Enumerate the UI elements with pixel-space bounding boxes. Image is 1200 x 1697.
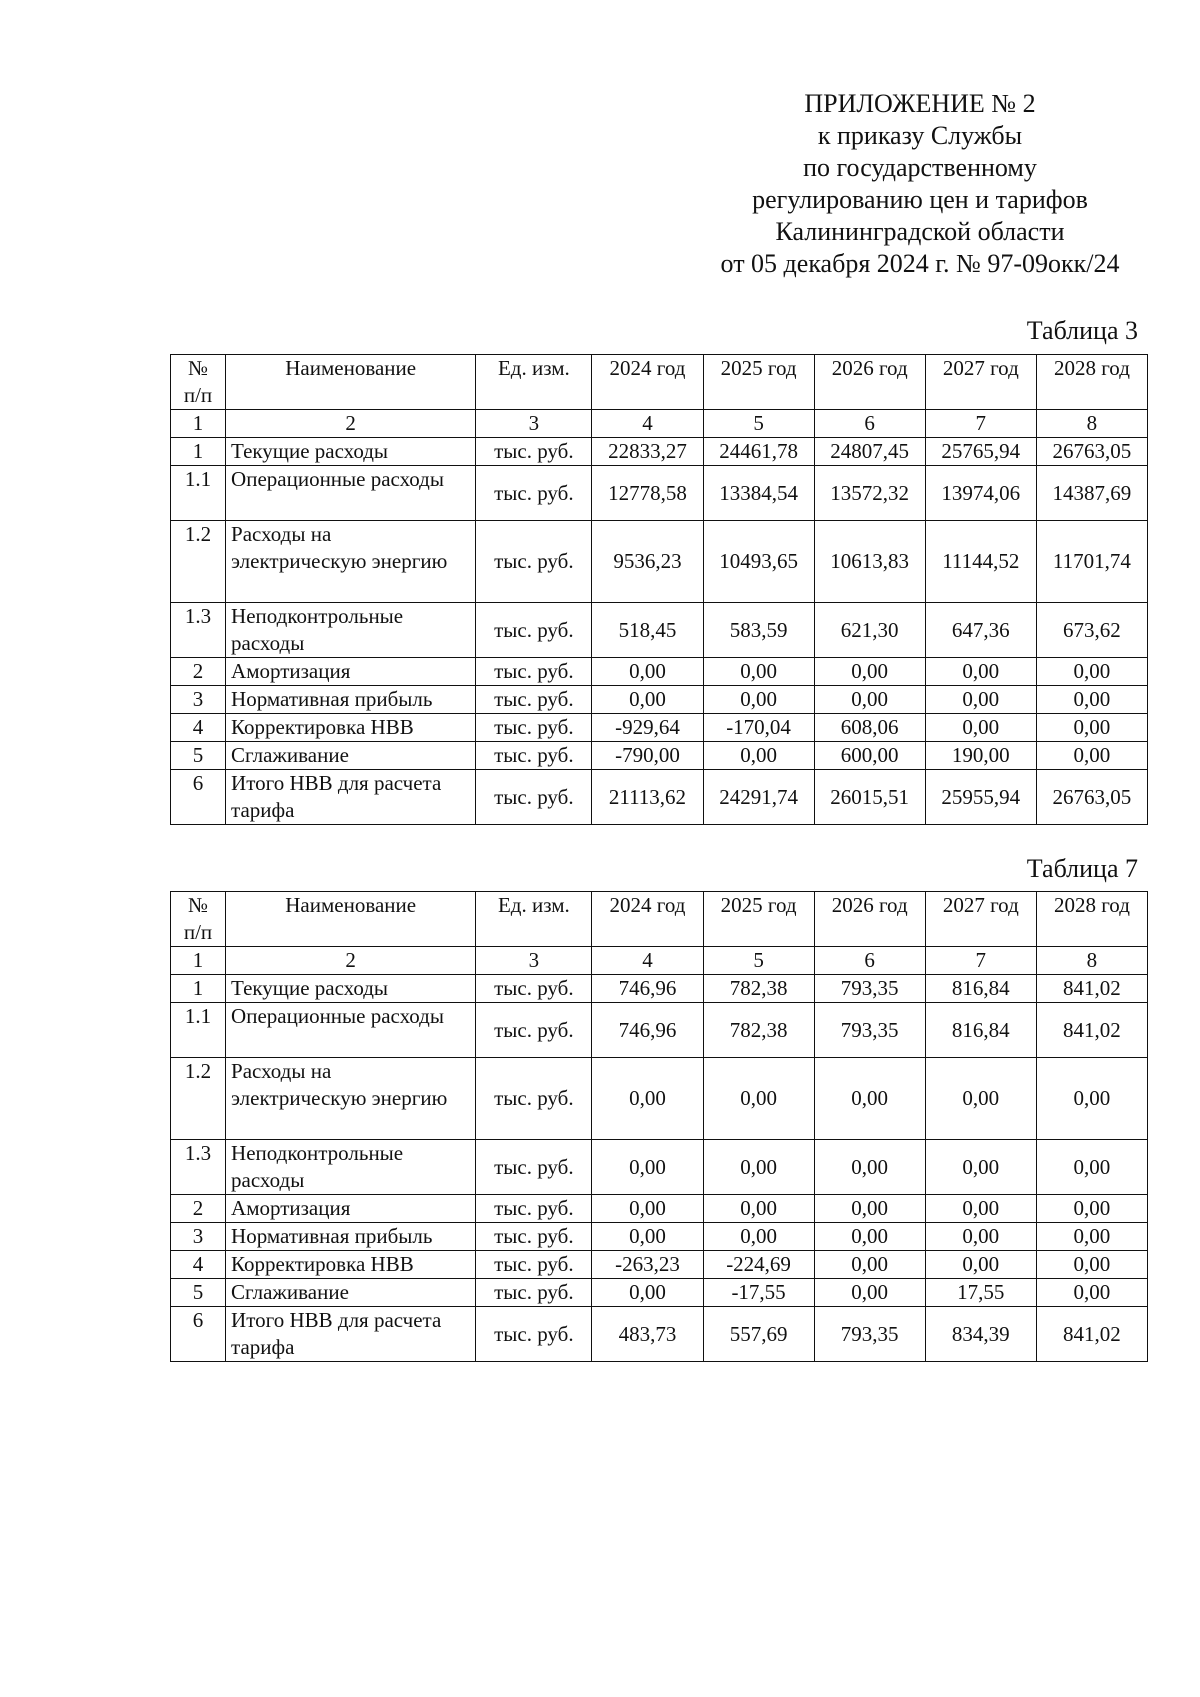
row-value: 621,30 bbox=[814, 603, 925, 658]
row-value: 14387,69 bbox=[1036, 466, 1147, 521]
row-value: 557,69 bbox=[703, 1307, 814, 1362]
column-header: 2026 год bbox=[814, 355, 925, 410]
row-value: 782,38 bbox=[703, 975, 814, 1003]
row-unit: тыс. руб. bbox=[476, 1140, 592, 1195]
row-number: 1.2 bbox=[171, 1058, 226, 1140]
row-value: 13572,32 bbox=[814, 466, 925, 521]
row-name: Сглаживание bbox=[226, 1279, 476, 1307]
row-value: -790,00 bbox=[592, 742, 703, 770]
column-header: Ед. изм. bbox=[476, 355, 592, 410]
column-index-cell: 4 bbox=[592, 947, 703, 975]
row-value: 0,00 bbox=[1036, 1223, 1147, 1251]
row-value: 0,00 bbox=[814, 1251, 925, 1279]
row-value: 21113,62 bbox=[592, 770, 703, 825]
table-row bbox=[171, 975, 1148, 1003]
row-value: 673,62 bbox=[1036, 603, 1147, 658]
row-unit: тыс. руб. bbox=[476, 603, 592, 658]
row-number: 6 bbox=[171, 770, 226, 825]
row-value: 22833,27 bbox=[592, 438, 703, 466]
column-index-cell: 7 bbox=[925, 410, 1036, 438]
row-value: 0,00 bbox=[925, 658, 1036, 686]
row-name: Операционные расходы bbox=[226, 1003, 476, 1058]
row-value: 26763,05 bbox=[1036, 770, 1147, 825]
column-index-cell: 1 bbox=[171, 947, 226, 975]
row-value: 0,00 bbox=[703, 1223, 814, 1251]
document-header bbox=[700, 88, 1140, 280]
row-unit: тыс. руб. bbox=[476, 521, 592, 603]
row-name: Текущие расходы bbox=[226, 975, 476, 1003]
row-unit: тыс. руб. bbox=[476, 742, 592, 770]
row-value: 9536,23 bbox=[592, 521, 703, 603]
table-row bbox=[171, 1195, 1148, 1223]
row-name: Сглаживание bbox=[226, 742, 476, 770]
column-header: № п/п bbox=[171, 892, 226, 947]
row-value: 24461,78 bbox=[703, 438, 814, 466]
table-row bbox=[171, 686, 1148, 714]
row-value: 25765,94 bbox=[925, 438, 1036, 466]
column-header: 2026 год bbox=[814, 892, 925, 947]
row-value: 841,02 bbox=[1036, 1307, 1147, 1362]
row-number: 4 bbox=[171, 1251, 226, 1279]
row-name: Амортизация bbox=[226, 1195, 476, 1223]
table-row bbox=[171, 1307, 1148, 1362]
table-row bbox=[171, 466, 1148, 521]
row-value: 0,00 bbox=[592, 1140, 703, 1195]
table-header-row bbox=[171, 892, 1148, 947]
row-name: Операционные расходы bbox=[226, 466, 476, 521]
row-name: Корректировка НВВ bbox=[226, 714, 476, 742]
row-value: 0,00 bbox=[703, 686, 814, 714]
row-name: Итого НВВ для расчета тарифа bbox=[226, 770, 476, 825]
row-value: 834,39 bbox=[925, 1307, 1036, 1362]
row-value: 793,35 bbox=[814, 975, 925, 1003]
row-unit: тыс. руб. bbox=[476, 714, 592, 742]
row-unit: тыс. руб. bbox=[476, 1195, 592, 1223]
column-header: 2027 год bbox=[925, 892, 1036, 947]
row-value: -929,64 bbox=[592, 714, 703, 742]
row-value: 0,00 bbox=[925, 1195, 1036, 1223]
row-number: 4 bbox=[171, 714, 226, 742]
row-value: 647,36 bbox=[925, 603, 1036, 658]
row-name: Амортизация bbox=[226, 658, 476, 686]
row-name: Неподконтрольные расходы bbox=[226, 1140, 476, 1195]
column-header: 2024 год bbox=[592, 892, 703, 947]
row-value: 0,00 bbox=[925, 714, 1036, 742]
row-value: 24291,74 bbox=[703, 770, 814, 825]
table-row bbox=[171, 1223, 1148, 1251]
header-line: к приказу Службы bbox=[817, 121, 1023, 150]
row-number: 1.3 bbox=[171, 1140, 226, 1195]
row-value: 0,00 bbox=[703, 742, 814, 770]
column-index-cell: 1 bbox=[171, 410, 226, 438]
row-unit: тыс. руб. bbox=[476, 770, 592, 825]
column-index-cell: 8 bbox=[1036, 947, 1147, 975]
row-value: 793,35 bbox=[814, 1003, 925, 1058]
table-header-row bbox=[171, 355, 1148, 410]
row-value: -170,04 bbox=[703, 714, 814, 742]
row-name: Нормативная прибыль bbox=[226, 686, 476, 714]
column-index-row bbox=[171, 410, 1148, 438]
row-number: 1.1 bbox=[171, 466, 226, 521]
row-value: 608,06 bbox=[814, 714, 925, 742]
row-value: -224,69 bbox=[703, 1251, 814, 1279]
row-value: 11701,74 bbox=[1036, 521, 1147, 603]
row-unit: тыс. руб. bbox=[476, 438, 592, 466]
row-value: 600,00 bbox=[814, 742, 925, 770]
row-name: Итого НВВ для расчета тарифа bbox=[226, 1307, 476, 1362]
column-index-cell: 6 bbox=[814, 410, 925, 438]
row-value: 0,00 bbox=[925, 1223, 1036, 1251]
row-value: 0,00 bbox=[814, 658, 925, 686]
table-row bbox=[171, 1058, 1148, 1140]
row-value: 0,00 bbox=[814, 1058, 925, 1140]
row-value: 793,35 bbox=[814, 1307, 925, 1362]
column-header: 2025 год bbox=[703, 892, 814, 947]
row-value: 816,84 bbox=[925, 975, 1036, 1003]
row-number: 5 bbox=[171, 742, 226, 770]
table-row bbox=[171, 658, 1148, 686]
table-row bbox=[171, 1140, 1148, 1195]
row-value: 0,00 bbox=[925, 1251, 1036, 1279]
table-3-caption: Таблица 3 bbox=[1026, 316, 1138, 345]
row-value: 841,02 bbox=[1036, 1003, 1147, 1058]
column-index-cell: 2 bbox=[226, 947, 476, 975]
row-unit: тыс. руб. bbox=[476, 686, 592, 714]
row-value: 0,00 bbox=[1036, 714, 1147, 742]
row-value: 0,00 bbox=[925, 1058, 1036, 1140]
column-header: № п/п bbox=[171, 355, 226, 410]
row-value: 26763,05 bbox=[1036, 438, 1147, 466]
row-value: 746,96 bbox=[592, 1003, 703, 1058]
column-header: Ед. изм. bbox=[476, 892, 592, 947]
row-value: 0,00 bbox=[703, 1195, 814, 1223]
column-header: 2028 год bbox=[1036, 355, 1147, 410]
row-value: 0,00 bbox=[592, 658, 703, 686]
table-row bbox=[171, 1003, 1148, 1058]
row-value: 0,00 bbox=[814, 1140, 925, 1195]
table-row bbox=[171, 603, 1148, 658]
row-value: 11144,52 bbox=[925, 521, 1036, 603]
row-name: Нормативная прибыль bbox=[226, 1223, 476, 1251]
header-line: регулированию цен и тарифов bbox=[752, 185, 1088, 214]
row-number: 3 bbox=[171, 1223, 226, 1251]
column-index-cell: 3 bbox=[476, 410, 592, 438]
row-name: Неподконтрольные расходы bbox=[226, 603, 476, 658]
row-unit: тыс. руб. bbox=[476, 1003, 592, 1058]
row-unit: тыс. руб. bbox=[476, 975, 592, 1003]
row-value: 13974,06 bbox=[925, 466, 1036, 521]
row-value: 0,00 bbox=[1036, 1140, 1147, 1195]
row-value: 0,00 bbox=[1036, 1279, 1147, 1307]
header-line: по государственному bbox=[803, 153, 1037, 182]
row-value: 0,00 bbox=[703, 1140, 814, 1195]
table-row bbox=[171, 438, 1148, 466]
row-value: 0,00 bbox=[1036, 742, 1147, 770]
row-value: 26015,51 bbox=[814, 770, 925, 825]
column-index-cell: 5 bbox=[703, 410, 814, 438]
row-value: 0,00 bbox=[1036, 1251, 1147, 1279]
row-number: 3 bbox=[171, 686, 226, 714]
row-unit: тыс. руб. bbox=[476, 1307, 592, 1362]
row-value: 190,00 bbox=[925, 742, 1036, 770]
column-index-cell: 3 bbox=[476, 947, 592, 975]
row-number: 1 bbox=[171, 438, 226, 466]
row-value: 583,59 bbox=[703, 603, 814, 658]
row-value: 746,96 bbox=[592, 975, 703, 1003]
row-value: 0,00 bbox=[592, 1279, 703, 1307]
row-value: 841,02 bbox=[1036, 975, 1147, 1003]
row-unit: тыс. руб. bbox=[476, 1279, 592, 1307]
row-value: 17,55 bbox=[925, 1279, 1036, 1307]
row-value: 0,00 bbox=[814, 1223, 925, 1251]
table-row bbox=[171, 742, 1148, 770]
row-unit: тыс. руб. bbox=[476, 1223, 592, 1251]
row-value: 0,00 bbox=[592, 1223, 703, 1251]
table-row bbox=[171, 770, 1148, 825]
table-row bbox=[171, 1251, 1148, 1279]
row-value: 0,00 bbox=[703, 658, 814, 686]
row-unit: тыс. руб. bbox=[476, 1058, 592, 1140]
row-value: 0,00 bbox=[1036, 686, 1147, 714]
row-unit: тыс. руб. bbox=[476, 1251, 592, 1279]
column-header: Наименование bbox=[226, 892, 476, 947]
table-7 bbox=[170, 891, 1148, 1362]
row-value: 0,00 bbox=[703, 1058, 814, 1140]
row-value: 0,00 bbox=[814, 1195, 925, 1223]
row-value: 816,84 bbox=[925, 1003, 1036, 1058]
row-value: 0,00 bbox=[925, 686, 1036, 714]
order-date-number: от 05 декабря 2024 г. № 97-09окк/24 bbox=[720, 249, 1120, 278]
column-index-cell: 4 bbox=[592, 410, 703, 438]
row-number: 1.2 bbox=[171, 521, 226, 603]
row-value: 25955,94 bbox=[925, 770, 1036, 825]
column-index-cell: 8 bbox=[1036, 410, 1147, 438]
row-number: 1 bbox=[171, 975, 226, 1003]
row-name: Корректировка НВВ bbox=[226, 1251, 476, 1279]
row-value: 12778,58 bbox=[592, 466, 703, 521]
table-row bbox=[171, 521, 1148, 603]
row-value: 0,00 bbox=[1036, 1195, 1147, 1223]
row-name: Текущие расходы bbox=[226, 438, 476, 466]
column-index-cell: 5 bbox=[703, 947, 814, 975]
table-row bbox=[171, 1279, 1148, 1307]
row-value: 0,00 bbox=[592, 1195, 703, 1223]
row-value: 10493,65 bbox=[703, 521, 814, 603]
column-index-cell: 6 bbox=[814, 947, 925, 975]
column-header: Наименование bbox=[226, 355, 476, 410]
table-3 bbox=[170, 354, 1148, 825]
row-value: 24807,45 bbox=[814, 438, 925, 466]
row-value: 518,45 bbox=[592, 603, 703, 658]
row-number: 2 bbox=[171, 1195, 226, 1223]
row-name: Расходы на электрическую энергию bbox=[226, 521, 476, 603]
row-value: 0,00 bbox=[1036, 1058, 1147, 1140]
column-header: 2028 год bbox=[1036, 892, 1147, 947]
column-index-row bbox=[171, 947, 1148, 975]
table-row bbox=[171, 714, 1148, 742]
row-value: 10613,83 bbox=[814, 521, 925, 603]
row-value: 0,00 bbox=[814, 1279, 925, 1307]
table-7-caption: Таблица 7 bbox=[1026, 854, 1138, 883]
row-value: 0,00 bbox=[814, 686, 925, 714]
row-value: 483,73 bbox=[592, 1307, 703, 1362]
row-value: -17,55 bbox=[703, 1279, 814, 1307]
row-value: 0,00 bbox=[925, 1140, 1036, 1195]
row-number: 1.3 bbox=[171, 603, 226, 658]
row-number: 1.1 bbox=[171, 1003, 226, 1058]
column-index-cell: 2 bbox=[226, 410, 476, 438]
row-unit: тыс. руб. bbox=[476, 658, 592, 686]
column-index-cell: 7 bbox=[925, 947, 1036, 975]
row-number: 2 bbox=[171, 658, 226, 686]
column-header: 2025 год bbox=[703, 355, 814, 410]
row-value: 0,00 bbox=[592, 1058, 703, 1140]
column-header: 2027 год bbox=[925, 355, 1036, 410]
row-value: 13384,54 bbox=[703, 466, 814, 521]
header-line: Калининградской области bbox=[775, 217, 1065, 246]
row-name: Расходы на электрическую энергию bbox=[226, 1058, 476, 1140]
row-value: -263,23 bbox=[592, 1251, 703, 1279]
row-number: 5 bbox=[171, 1279, 226, 1307]
row-value: 782,38 bbox=[703, 1003, 814, 1058]
row-value: 0,00 bbox=[1036, 658, 1147, 686]
row-value: 0,00 bbox=[592, 686, 703, 714]
row-unit: тыс. руб. bbox=[476, 466, 592, 521]
appendix-title: ПРИЛОЖЕНИЕ № 2 bbox=[804, 89, 1036, 118]
row-number: 6 bbox=[171, 1307, 226, 1362]
column-header: 2024 год bbox=[592, 355, 703, 410]
